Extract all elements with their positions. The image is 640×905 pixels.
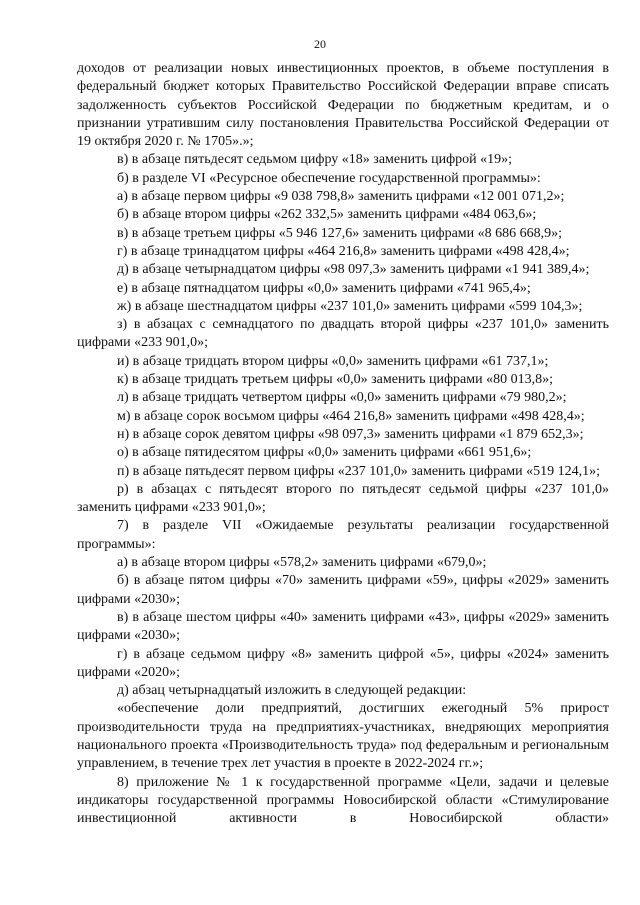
document-paragraph: о) в абзаце пятидесятом цифры «0,0» заменить цифрами «661 951,6»; [117,445,532,461]
document-paragraph: д) в абзаце четырнадцатом цифры «98 097,3» заменить цифрами «1 941 389,4»; [117,262,590,278]
document-paragraph: м) в абзаце сорок восьмом цифры «464 216,8» заменить цифрами «498 428,4»; [117,408,585,424]
document-paragraph: а) в абзаце втором цифры «578,2» заменить цифрами «679,0»; [117,555,487,571]
document-paragraph: л) в абзаце тридцать четвертом цифры «0,0» заменить цифрами «79 980,2»; [117,390,567,406]
document-paragraph: н) в абзаце сорок девятом цифры «98 097,3» заменить цифрами «1 879 652,3»; [117,426,584,442]
document-body [77,60,609,828]
document-paragraph: е) в абзаце пятнадцатом цифры «0,0» заменить цифрами «741 965,4»; [117,280,531,296]
document-paragraph: доходов от реализации новых инвестиционных проектов, в объеме поступления в федеральный бюджет которых Правительство Российской Федерации вправе списать задолженность субъектов Российской Федерации по бюджетным кредитам, и о признании утратившим силу постановления Правительства Российской Федерации от 19 октября 2020 г. № 1705».»; [77,61,609,150]
document-paragraph: к) в абзаце тридцать третьем цифры «0,0» заменить цифрами «80 013,8»; [117,372,553,388]
document-paragraph: «обеспечение доли предприятий, достигших ежегодный 5% прирост производительности труда на предприятиях-участниках, внедряющих мероприятия национального проекта «Производительность труда» под федеральным и региональным управлением, в течение трех лет участия в проекте в 2022-2024 гг.»; [77,701,609,772]
page-number: 20 [314,37,326,51]
document-paragraph: г) в абзаце седьмом цифру «8» заменить цифрой «5», цифры «2024» заменить цифрами «2020»; [77,646,609,680]
document-paragraph: и) в абзаце тридцать втором цифры «0,0» заменить цифрами «61 737,1»; [117,353,549,369]
document-paragraph: р) в абзацах с пятьдесят второго по пятьдесят седьмой цифры «237 101,0» заменить цифрами «233 901,0»; [77,481,609,516]
document-paragraph: ж) в абзаце шестнадцатом цифры «237 101,0» заменить цифрами «599 104,3»; [117,298,583,314]
document-paragraph: 7) в разделе VII «Ожидаемые результаты реализации государственной программы»: [77,518,609,552]
document-paragraph: а) в абзаце первом цифры «9 038 798,8» заменить цифрами «12 001 071,2»; [117,189,565,205]
document-paragraph: в) в абзаце третьем цифры «5 946 127,6» заменить цифрами «8 686 668,9»; [117,225,563,241]
document-paragraph: в) в абзаце шестом цифры «40» заменить цифрами «43», цифры «2029» заменить цифрами «2030»; [77,609,609,644]
document-paragraph: г) в абзаце тринадцатом цифры «464 216,8» заменить цифрами «498 428,4»; [117,243,570,259]
document-paragraph: в) в абзаце пятьдесят седьмом цифру «18» заменить цифрой «19»; [117,152,513,168]
document-paragraph: б) в абзаце втором цифры «262 332,5» заменить цифрами «484 063,6»; [117,207,537,223]
document-paragraph: д) абзац четырнадцатый изложить в следующей редакции: [117,683,467,699]
document-paragraph: б) в разделе VI «Ресурсное обеспечение государственной программы»: [117,170,541,186]
document-paragraph: 8) приложение № 1 к государственной программе «Цели, задачи и целевые индикаторы государственной программы Новосибирской области «Стимулирование инвестиционной активности в Новосибирской области» [77,774,609,827]
document-paragraph: п) в абзаце пятьдесят первом цифры «237 101,0» заменить цифрами «519 124,1»; [117,463,601,479]
document-paragraph: з) в абзацах с семнадцатого по двадцать второй цифры «237 101,0» заменить цифрами «233 901,0»; [77,317,609,351]
document-paragraph: б) в абзаце пятом цифры «70» заменить цифрами «59», цифры «2029» заменить цифрами «2030»; [77,573,609,607]
